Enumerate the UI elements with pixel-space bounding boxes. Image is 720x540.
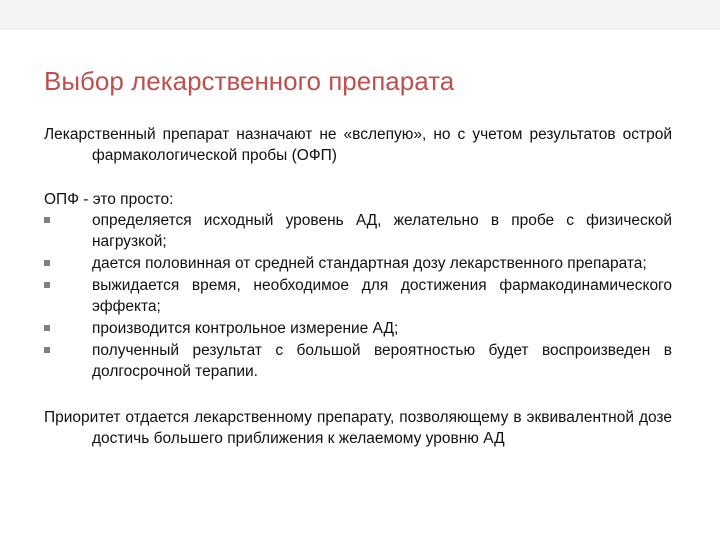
list-item-text: определяется исходный уровень АД, желательно в пробе с физической нагрузкой; [92, 212, 672, 250]
bullet-icon [44, 282, 50, 288]
list-item-text: производится контрольное измерение АД; [92, 320, 399, 337]
bullet-icon [44, 217, 50, 223]
slide-content [44, 124, 672, 449]
slide-top-bar [0, 0, 720, 30]
list-item [44, 210, 672, 252]
list-item [44, 340, 672, 382]
list-lead: ОПФ - это просто: [44, 191, 174, 208]
list-item-text: дается половинная от средней стандартная дозу лекарственного препарата; [92, 255, 647, 272]
list-item-text: полученный результат с большой вероятностью будет воспроизведен в долгосрочной терапии. [92, 342, 672, 380]
slide-title: Выбор лекарственного препарата [44, 66, 455, 96]
list-item-text: выжидается время, необходимое для достижения фармакодинамического эффекта; [92, 277, 672, 315]
list-item [44, 275, 672, 317]
conclusion-paragraph: Приоритет отдается лекарственному препарату, позволяющему в эквивалентной дозе достичь большего приближения к желаемому уровню АД [44, 409, 672, 447]
bullet-icon [44, 347, 50, 353]
list-item [44, 253, 672, 274]
list-item [44, 318, 672, 339]
bullet-icon [44, 325, 50, 331]
intro-paragraph: Лекарственный препарат назначают не «вслепую», но с учетом результатов острой фармакологической пробы (ОФП) [44, 126, 672, 164]
bullet-list [44, 210, 672, 382]
bullet-icon [44, 260, 50, 266]
